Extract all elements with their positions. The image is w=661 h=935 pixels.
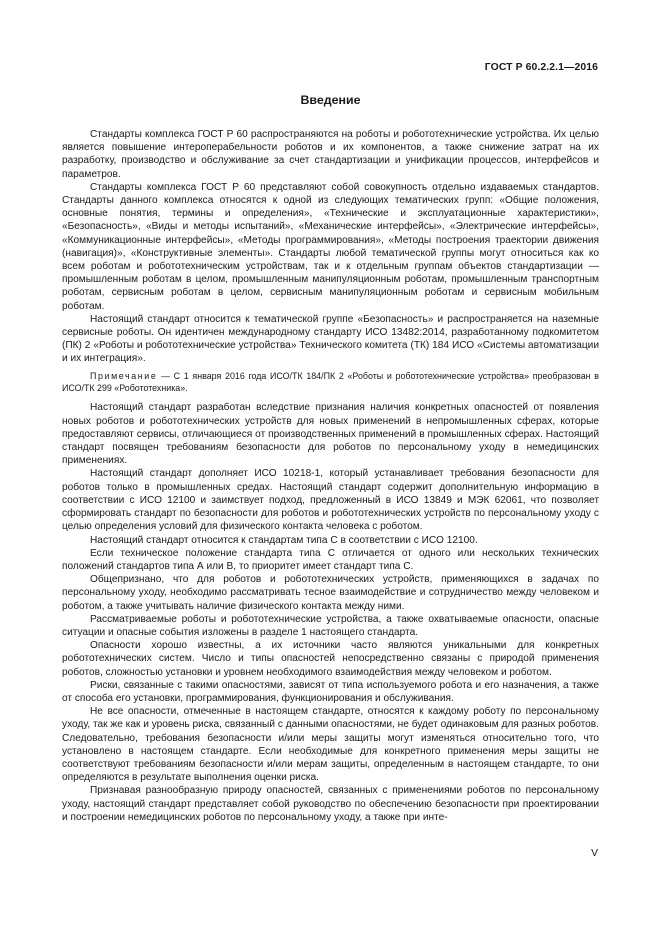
paragraph: Стандарты комплекса ГОСТ Р 60 представляют собой совокупность отдельно издаваемых стандартов. Стандарты данного комплекса относятся к одной из следующих тематических групп: «Общие положения, основные понятия, термины и определения», «Технические и эксплуатационные характеристики», «Безопасность», «Виды и методы испытаний», «Механические интерфейсы», «Электрические интерфейсы», «Коммуникационные интерфейсы», «Методы программирования», «Методы построения траектории движения (навигация)», «Конструктивные элементы». Стандарты любой тематической группы могут относиться как ко всем роботам и робототехническим устройствам, так и к отдельным группам объектов стандартизации — промышленным роботам в целом, промышленным манипуляционным роботам, промышленным транспортным роботам, сервисным роботам в целом, сервисным манипуляционным роботам и сервисным мобильным роботам.: [62, 181, 599, 312]
paragraph: Опасности хорошо известны, а их источники часто являются уникальными для конкретных робототехнических систем. Число и типы опасностей непосредственно связаны с природой применения роботов, сложностью установки и уровнем необходимого взаимодействия между человеком и роботом.: [62, 640, 599, 678]
paragraph: Настоящий стандарт относится к стандартам типа С в соответствии с ИСО 12100.: [90, 534, 478, 546]
paragraph: Общепризнано, что для роботов и робототехнических устройств, применяющихся в задачах по персональному уходу, необходимо рассматривать тесное взаимодействие и сотрудничество между человеком и роботом, а также учитывать наличие физического контакта между ними.: [62, 574, 599, 612]
paragraph: Стандарты комплекса ГОСТ Р 60 распространяются на роботы и робототехнические устройства. Их целью является повышение интероперабельности роботов и их компонентов, а также снижение затрат на их разработку, производство и обслуживание за счет стандартизации и унификации процессов, интерфейсов и параметров.: [62, 129, 599, 180]
document-body: [62, 128, 599, 824]
paragraph: Настоящий стандарт относится к тематической группе «Безопасность» и распространяется на наземные сервисные роботы. Он идентичен международному стандарту ИСО 13482:2014, разработанному подкомитетом (ПК) 2 «Роботы и робототехнические устройства» Технического комитета (ТК) 184 ИСО «Системы автоматизации и их интеграция».: [62, 313, 599, 365]
paragraph: Признавая разнообразную природу опасностей, связанных с применениями роботов по персональному уходу, настоящий стандарт представляет собой руководство по обеспечению безопасности при проектировании и построении немедицинских роботов по персональному уходу, а также при инте-: [62, 785, 599, 823]
paragraph: Если техническое положение стандарта типа С отличается от одного или нескольких технических положений стандартов типа А или В, то приоритет имеет стандарт типа С.: [62, 547, 599, 572]
paragraph: Не все опасности, отмеченные в настоящем стандарте, относятся к каждому роботу по персональному уходу, так же как и уровень риска, связанный с данными опасностями, не будет одинаковым для разных роботов. Следовательно, требования безопасности и/или меры защиты могут изменяться относительно того, что установлено в настоящем стандарте. Если необходимые для конкретного применения меры защиты не соответствуют требованиям безопасности и/или мерам защиты, определенным в настоящем стандарте, то они определяются в результате выполнения оценки риска.: [62, 706, 599, 784]
note-text: — С 1 января 2016 года ИСО/ТК 184/ПК 2 «Роботы и робототехнические устройства» преобразован в ИСО/ТК 299 «Робототехника».: [62, 370, 599, 394]
paragraph: Настоящий стандарт разработан вследствие признания наличия конкретных опасностей от появления новых роботов и робототехнических устройств для новых применений в непромышленных сферах, которые предоставляют сервисы, отличающиеся от производственных применений в промышленных сферах. Настоящий стандарт посвящен требованиям безопасности для роботов по персональному уходу в немедицинских применениях.: [62, 402, 599, 467]
paragraph: Рассматриваемые роботы и робототехнические устройства, а также охватываемые опасности, опасные ситуации и опасные события изложены в разделе 1 настоящего стандарта.: [62, 613, 599, 638]
note-label: Примечание: [90, 370, 158, 381]
standard-code: ГОСТ Р 60.2.2.1—2016: [484, 62, 598, 73]
section-title: Введение: [300, 93, 361, 107]
page-number: V: [591, 848, 598, 859]
paragraph: Настоящий стандарт дополняет ИСО 10218-1, который устанавливает требования безопасности для роботов только в промышленных средах. Настоящий стандарт содержит дополнительную информацию в соответствии с ИСО 12100 и заимствует подход, предложенный в ИСО 13849 и МЭК 62061, что позволяет сформировать стандарт по безопасности для роботов и робототехнических устройств по персональному уходу с целью определения условий для физического контакта человека с роботом.: [62, 468, 599, 533]
note: [62, 370, 599, 395]
paragraph: Риски, связанные с такими опасностями, зависят от типа используемого робота и его назначения, а также от способа его установки, программирования, функционирования и обслуживания.: [62, 679, 599, 704]
